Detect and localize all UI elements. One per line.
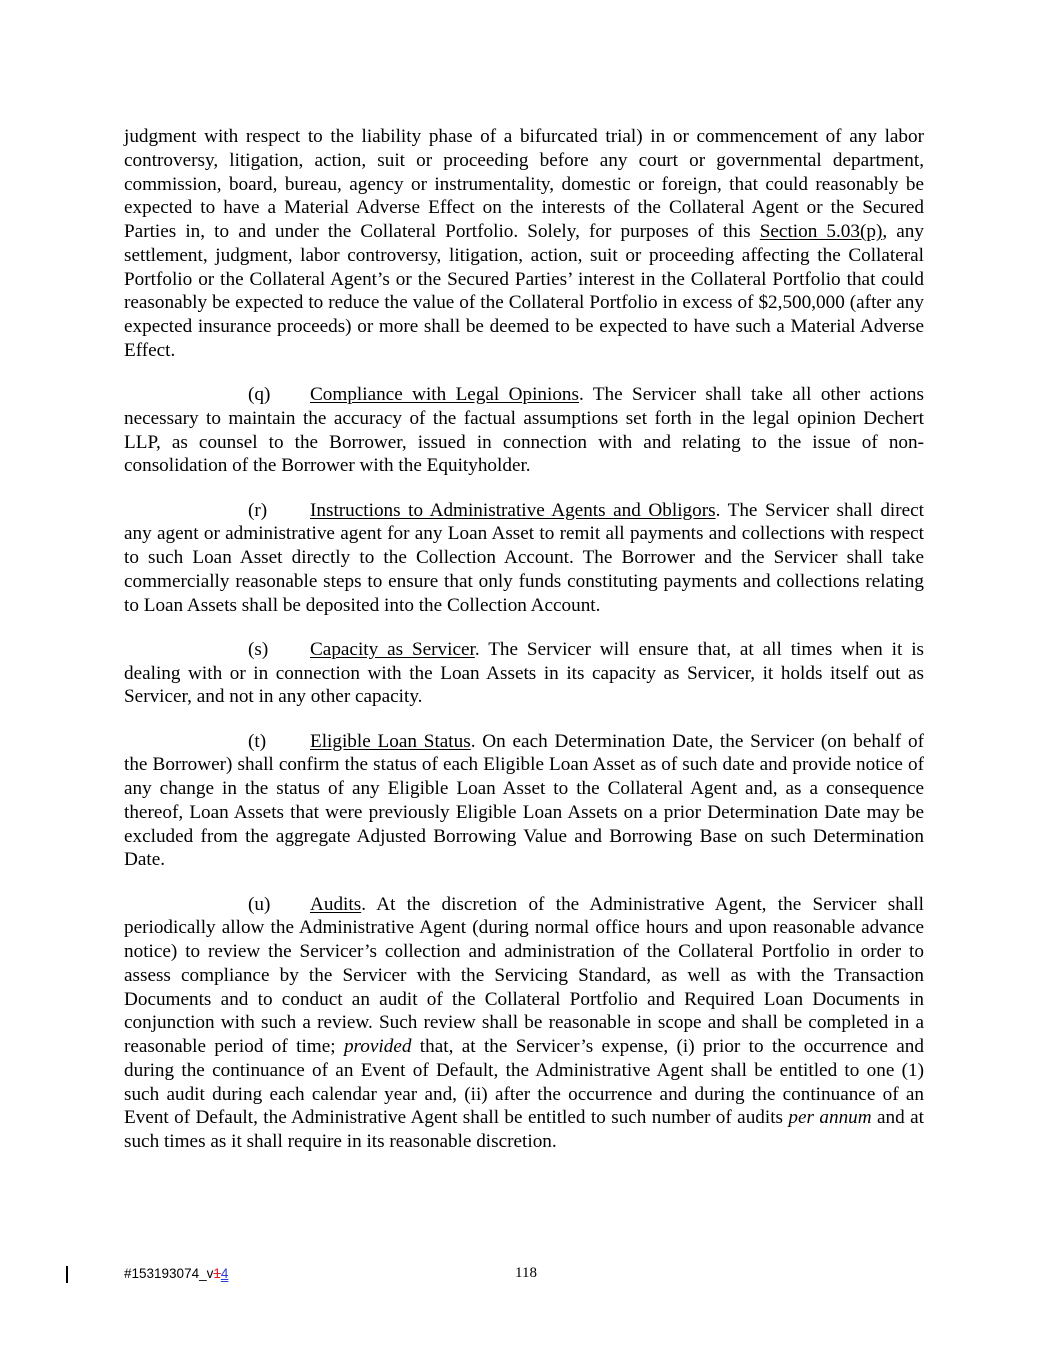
enumerator: (t) [248, 730, 267, 752]
italic-term: provided [343, 1036, 412, 1057]
section-heading: Eligible Loan Status [310, 730, 471, 752]
section-heading: Compliance with Legal Opinions [310, 384, 579, 405]
italic-term: per annum [788, 1107, 872, 1129]
section-heading: Capacity as Servicer [310, 638, 475, 660]
section-heading: Instructions to Administrative Agents and Obligors [310, 499, 716, 521]
inserted-version: 4 [220, 1266, 229, 1281]
enumerator: (q) [248, 384, 271, 405]
paragraph-text: . On each Determination Date, the Servicer (on behalf of the Borrower) shall confirm the status of each Eligible Loan Asset as of such date and provide notice of any change in the status of any Eligible Loan Asset to the Collateral Agent and, as a consequence thereof, Loan Assets that were previously Eligible Loan Assets on a prior Determination Date may be excluded from the aggregate Adjusted Borrowing Value and Borrowing Base on such Determination Date. [124, 730, 924, 871]
paragraph-s [124, 638, 924, 709]
paragraph-text: judgment with respect to the liability phase of a bifurcated trial) in or commencement of any labor controversy, litigation, action, suit or proceeding before any court or governmental department, commission, board, bureau, agency or instrumentality, domestic or foreign, that could reasonably be expected to have a Material Adverse Effect on the interests of the Collateral Agent or the Secured Parties in, to and under the Collateral Portfolio. Solely, for purposes of this [124, 126, 924, 242]
paragraph-t [124, 730, 924, 873]
doc-id-prefix: #153193074_v [124, 1266, 214, 1281]
paragraph-r [124, 499, 924, 618]
document-id [124, 1266, 228, 1281]
paragraph-text: . The Servicer shall direct any agent or administrative agent for any Loan Asset to remit all payments and collections with respect to such Loan Asset directly to the Collection Account. The Borrower and the Servicer shall take commercially reasonable steps to ensure that only funds constituting payments and collections relating to Loan Assets shall be deposited into the Collection Account. [124, 499, 924, 616]
paragraph-continuation [124, 125, 924, 363]
paragraph-text: that, at the Servicer’s expense, (i) prior to the occurrence and during the continuance of an Event of Default, the Administrative Agent shall be entitled to one (1) such audit during each calendar year and, (ii) after the occurrence and during the continuance of an Event of Default, the Administrative Agent shall be entitled to such number of audits [124, 1036, 924, 1129]
paragraph-text: and at such times as it shall require in its reasonable discretion. [124, 1107, 924, 1152]
paragraph-text: . The Servicer will ensure that, at all times when it is dealing with or in connection with the Loan Assets in its capacity as Servicer, it holds itself out as Servicer, and not in any other capacity. [124, 638, 924, 708]
paragraph-q [124, 383, 924, 478]
revision-change-bar [66, 1266, 68, 1283]
paragraph-text: . The Servicer shall take all other actions necessary to maintain the accuracy of the factual assumptions set forth in the legal opinion Dechert LLP, as counsel to the Borrower, issued in connection with and relating to the issue of non-consolidation of the Borrower with the Equityholder. [124, 384, 924, 477]
page-number: 118 [515, 1265, 537, 1281]
enumerator: (s) [248, 638, 269, 660]
paragraph-text: , any settlement, judgment, labor controversy, litigation, action, suit or proceeding affecting the Collateral Portfolio or the Collateral Agent’s or the Secured Parties’ interest in the Collateral Portfolio that could reasonably be expected to reduce the value of the Collateral Portfolio in excess of $2,500,000 (after any expected insurance proceeds) or more shall be deemed to be expected to have such a Material Adverse Effect. [124, 221, 924, 361]
section-reference-link[interactable]: Section 5.03(p) [759, 221, 883, 242]
document-page [124, 125, 924, 1174]
enumerator: (u) [248, 893, 271, 915]
section-heading: Audits [310, 893, 362, 915]
enumerator: (r) [248, 499, 268, 521]
paragraph-text: . At the discretion of the Administrative Agent, the Servicer shall periodically allow the Administrative Agent (during normal office hours and upon reasonable advance notice) to review the Servicer’s collection and administration of the Collateral Portfolio in order to assess compliance by the Servicer with the Servicing Standard, as well as with the Transaction Documents and to conduct an audit of the Collateral Portfolio and Required Loan Documents in conjunction with such a review. Such review shall be reasonable in scope and shall be completed in a reasonable period of time; [124, 893, 924, 1057]
deleted-version: 1 [213, 1266, 221, 1281]
paragraph-u [124, 893, 924, 1154]
